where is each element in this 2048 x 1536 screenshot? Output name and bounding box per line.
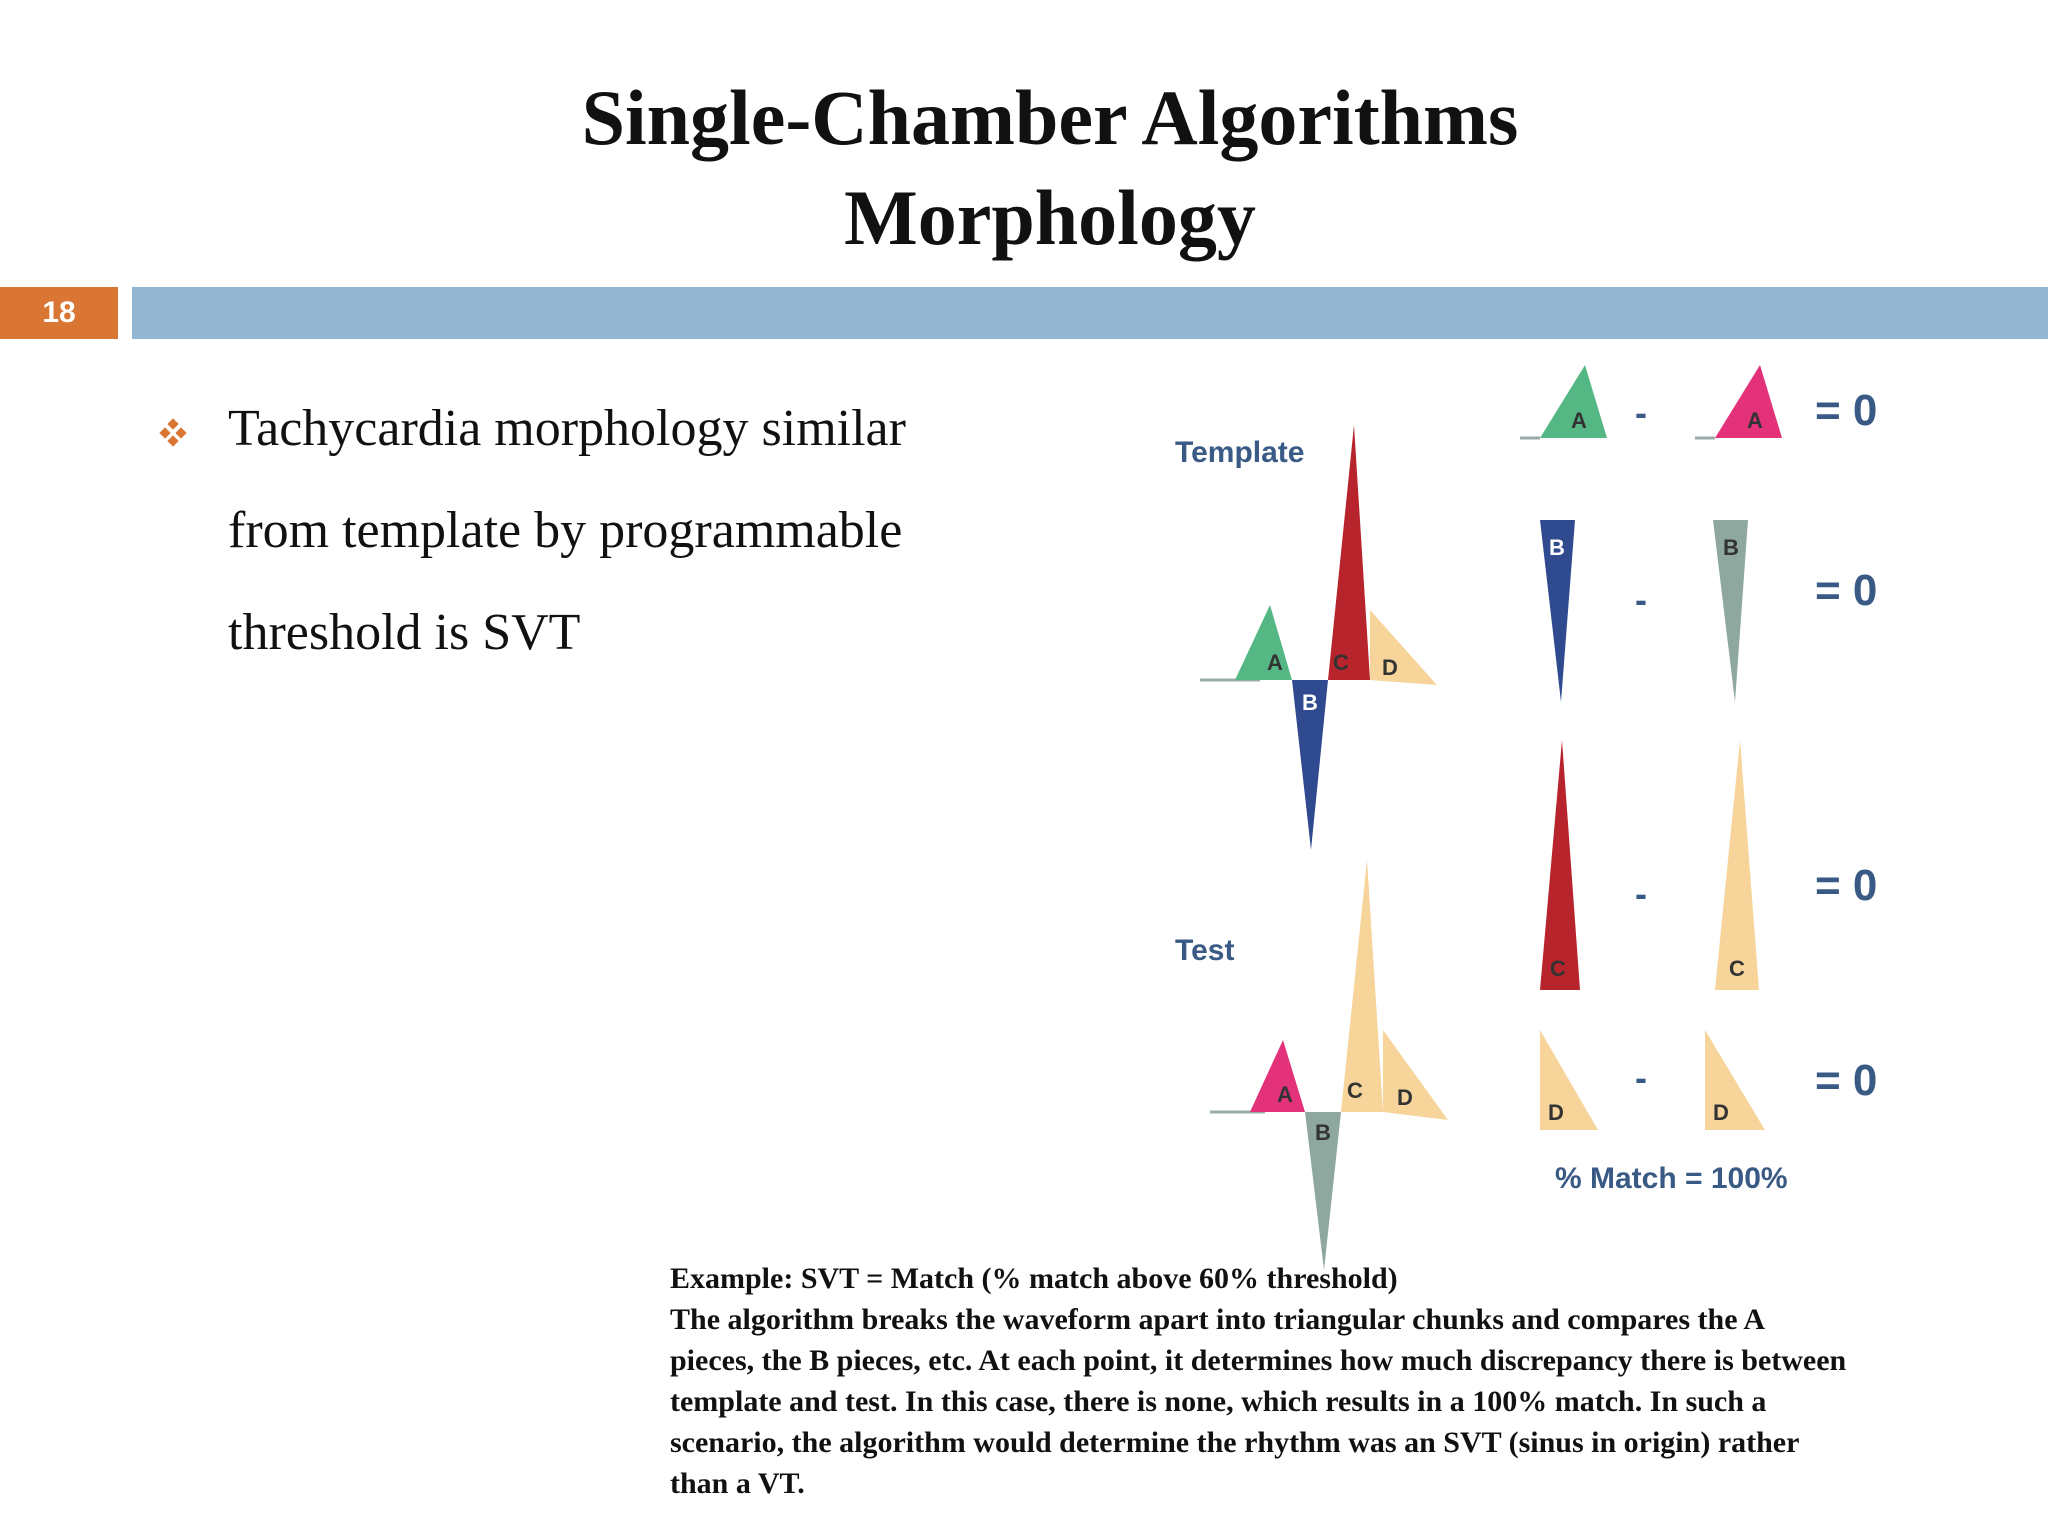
test-a-label: A xyxy=(1277,1082,1293,1107)
title-line-1: Single-Chamber Algorithms xyxy=(581,74,1519,161)
test-label: Test xyxy=(1175,934,1235,967)
caption-line-3: pieces, the B pieces, etc. At each point, it determines how much discrepancy there is between xyxy=(670,1344,1847,1377)
title-line-2: Morphology xyxy=(844,174,1256,261)
bullet-line-2: from template by programmable xyxy=(228,502,903,559)
row-b-result: = 0 xyxy=(1815,566,1878,615)
template-waveform xyxy=(1200,425,1437,850)
morphology-figure xyxy=(1165,350,1965,1280)
caption-line-1: Example: SVT = Match (% match above 60% threshold) xyxy=(670,1262,1398,1295)
equation-row-a xyxy=(1520,365,1877,438)
row-a-result: = 0 xyxy=(1815,386,1878,435)
test-piece-c xyxy=(1341,860,1383,1112)
equation-row-c xyxy=(1540,740,1877,990)
row-c-test-piece xyxy=(1715,740,1759,990)
bullet-text xyxy=(228,378,1048,684)
bullet-line-1: Tachycardia morphology similar xyxy=(228,400,906,457)
slide-number: 18 xyxy=(0,287,118,339)
row-a-minus: - xyxy=(1635,392,1647,433)
match-percentage: % Match = 100% xyxy=(1555,1162,1788,1195)
template-b-label: B xyxy=(1302,690,1318,715)
template-label: Template xyxy=(1175,436,1305,469)
equation-row-b xyxy=(1540,520,1877,702)
diamond-bullet-icon xyxy=(158,418,188,448)
row-a-test-label: A xyxy=(1747,408,1763,433)
template-piece-d xyxy=(1370,610,1437,685)
template-piece-a xyxy=(1235,605,1292,680)
row-b-template-label: B xyxy=(1549,535,1565,560)
slide-title xyxy=(0,68,2048,268)
template-a-label: A xyxy=(1267,650,1283,675)
equation-row-d xyxy=(1540,1030,1877,1130)
test-d-label: D xyxy=(1397,1085,1413,1110)
row-c-template-label: C xyxy=(1550,956,1566,981)
row-d-result: = 0 xyxy=(1815,1056,1878,1105)
caption-line-5: scenario, the algorithm would determine the rhythm was an SVT (sinus in origin) rather xyxy=(670,1426,1800,1459)
row-c-template-piece xyxy=(1540,740,1580,990)
template-c-label: C xyxy=(1333,650,1349,675)
test-piece-d xyxy=(1383,1030,1448,1120)
template-piece-c xyxy=(1328,425,1370,680)
row-c-result: = 0 xyxy=(1815,861,1878,910)
test-waveform xyxy=(1210,860,1448,1270)
template-d-label: D xyxy=(1382,655,1398,680)
row-d-template-label: D xyxy=(1548,1100,1564,1125)
test-b-label: B xyxy=(1315,1120,1331,1145)
row-c-minus: - xyxy=(1635,873,1647,914)
row-c-test-label: C xyxy=(1729,956,1745,981)
caption-text xyxy=(670,1258,2030,1504)
caption-line-4: template and test. In this case, there is none, which results in a 100% match. In such a xyxy=(670,1385,1767,1418)
row-d-test-label: D xyxy=(1713,1100,1729,1125)
caption-line-2: The algorithm breaks the waveform apart into triangular chunks and compares the A xyxy=(670,1303,1766,1336)
test-c-label: C xyxy=(1347,1078,1363,1103)
row-b-test-label: B xyxy=(1723,535,1739,560)
caption-line-6: than a VT. xyxy=(670,1467,805,1500)
bullet-line-3: threshold is SVT xyxy=(228,604,581,661)
row-a-template-label: A xyxy=(1571,408,1587,433)
row-d-minus: - xyxy=(1635,1057,1647,1098)
row-b-minus: - xyxy=(1635,579,1647,620)
title-divider-bar xyxy=(132,287,2048,339)
